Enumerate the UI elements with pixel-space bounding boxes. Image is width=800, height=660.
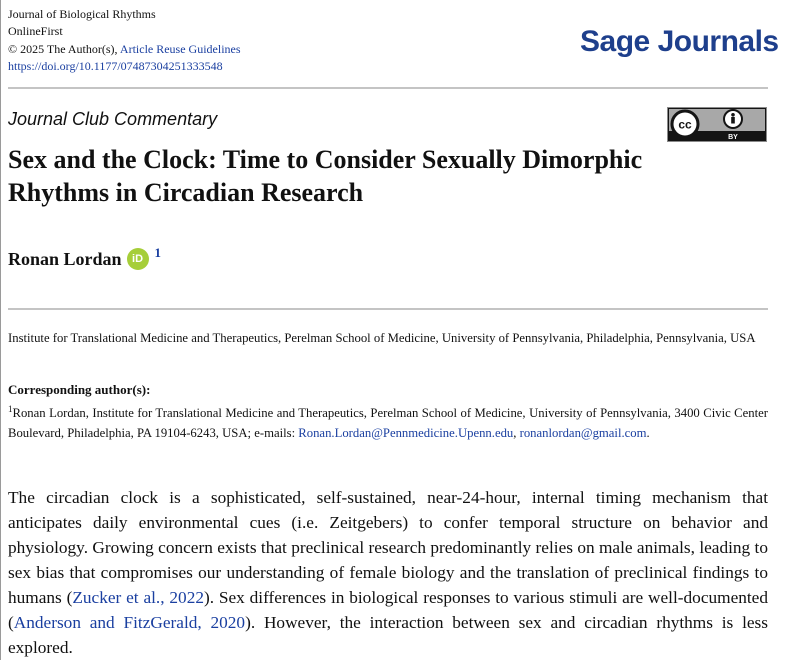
copyright-text: © 2025 The Author(s), bbox=[8, 41, 118, 56]
article-reuse-guidelines-link[interactable]: Article Reuse Guidelines bbox=[119, 41, 241, 56]
citation-link-anderson-fitzgerald-2020[interactable]: Anderson and FitzGerald, 2020 bbox=[13, 613, 246, 632]
article-section-type: Journal Club Commentary bbox=[8, 109, 218, 129]
orcid-icon[interactable]: iD bbox=[127, 248, 149, 270]
journal-name: Journal of Biological Rhythms bbox=[8, 7, 156, 21]
corresponding-end: . bbox=[646, 425, 650, 440]
author-affiliation-marker[interactable]: 1 bbox=[154, 245, 162, 260]
corresponding-marker: 1 bbox=[8, 404, 13, 414]
journal-header bbox=[8, 6, 241, 75]
author-affiliation: Institute for Translational Medicine and Therapeutics, Perelman School of Medicine, University of Pennsylvania, Philadelphia, Pennsylvania, USA bbox=[8, 331, 756, 345]
copyright-line bbox=[8, 41, 241, 58]
doi-link[interactable]: https://doi.org/10.1177/07487304251333548 bbox=[8, 58, 223, 73]
sage-journals-logo[interactable] bbox=[580, 25, 779, 59]
logo-journals: Journals bbox=[657, 25, 779, 58]
email-link-gmail[interactable]: ronanlordan@gmail.com bbox=[519, 425, 647, 440]
header-divider bbox=[8, 87, 768, 89]
person-body bbox=[731, 117, 735, 124]
author-divider bbox=[8, 308, 768, 310]
abstract-text-3: ). However, the interaction between sex and circadian rhythms is less explored. bbox=[8, 613, 768, 657]
person-head bbox=[731, 113, 735, 117]
abstract-text-1: The circadian clock is a sophisticated, self-sustained, near-24-hour, internal timing mechanism that anticipates daily environmental cues (i.e. Zeitgebers) to confer temporal structure on behavior and physiology. Growing concern exists that preclinical research predominantly relies on male animals, leading to sex bias that compromises our understanding of female biology and the translation of preclinical findings to humans ( bbox=[8, 488, 768, 607]
abstract-text-2: ). Sex differences in biological responses to various stimuli are well-documented ( bbox=[8, 588, 768, 632]
page-left-border bbox=[0, 0, 1, 660]
corresponding-text: Ronan Lordan, Institute for Translational Medicine and Therapeutics, Perelman School of Medicine, University of Pennsylvania, 3400 Civic Center Boulevard, Philadelphia, PA 19104-6243, USA; e-mails: bbox=[8, 406, 768, 440]
article-title: Sex and the Clock: Time to Consider Sexually Dimorphic Rhythms in Circadian Research bbox=[8, 145, 643, 207]
email-separator: , bbox=[513, 425, 517, 440]
corresponding-author-heading: Corresponding author(s): bbox=[8, 382, 151, 397]
author-line bbox=[8, 244, 161, 274]
publication-status: OnlineFirst bbox=[8, 24, 63, 39]
email-link-pennmedicine[interactable]: Ronan.Lordan@Pennmedicine.Upenn.edu bbox=[298, 425, 514, 440]
author-name: Ronan Lordan bbox=[8, 249, 122, 269]
corresponding-author-details bbox=[8, 400, 768, 443]
citation-link-zucker-2022[interactable]: Zucker et al., 2022 bbox=[72, 588, 204, 607]
creative-commons-by-icon[interactable] bbox=[667, 107, 767, 142]
logo-sage: Sage bbox=[580, 25, 650, 58]
abstract-paragraph bbox=[8, 485, 768, 660]
by-label: BY bbox=[728, 134, 738, 141]
cc-icon-text: cc bbox=[678, 117, 692, 132]
